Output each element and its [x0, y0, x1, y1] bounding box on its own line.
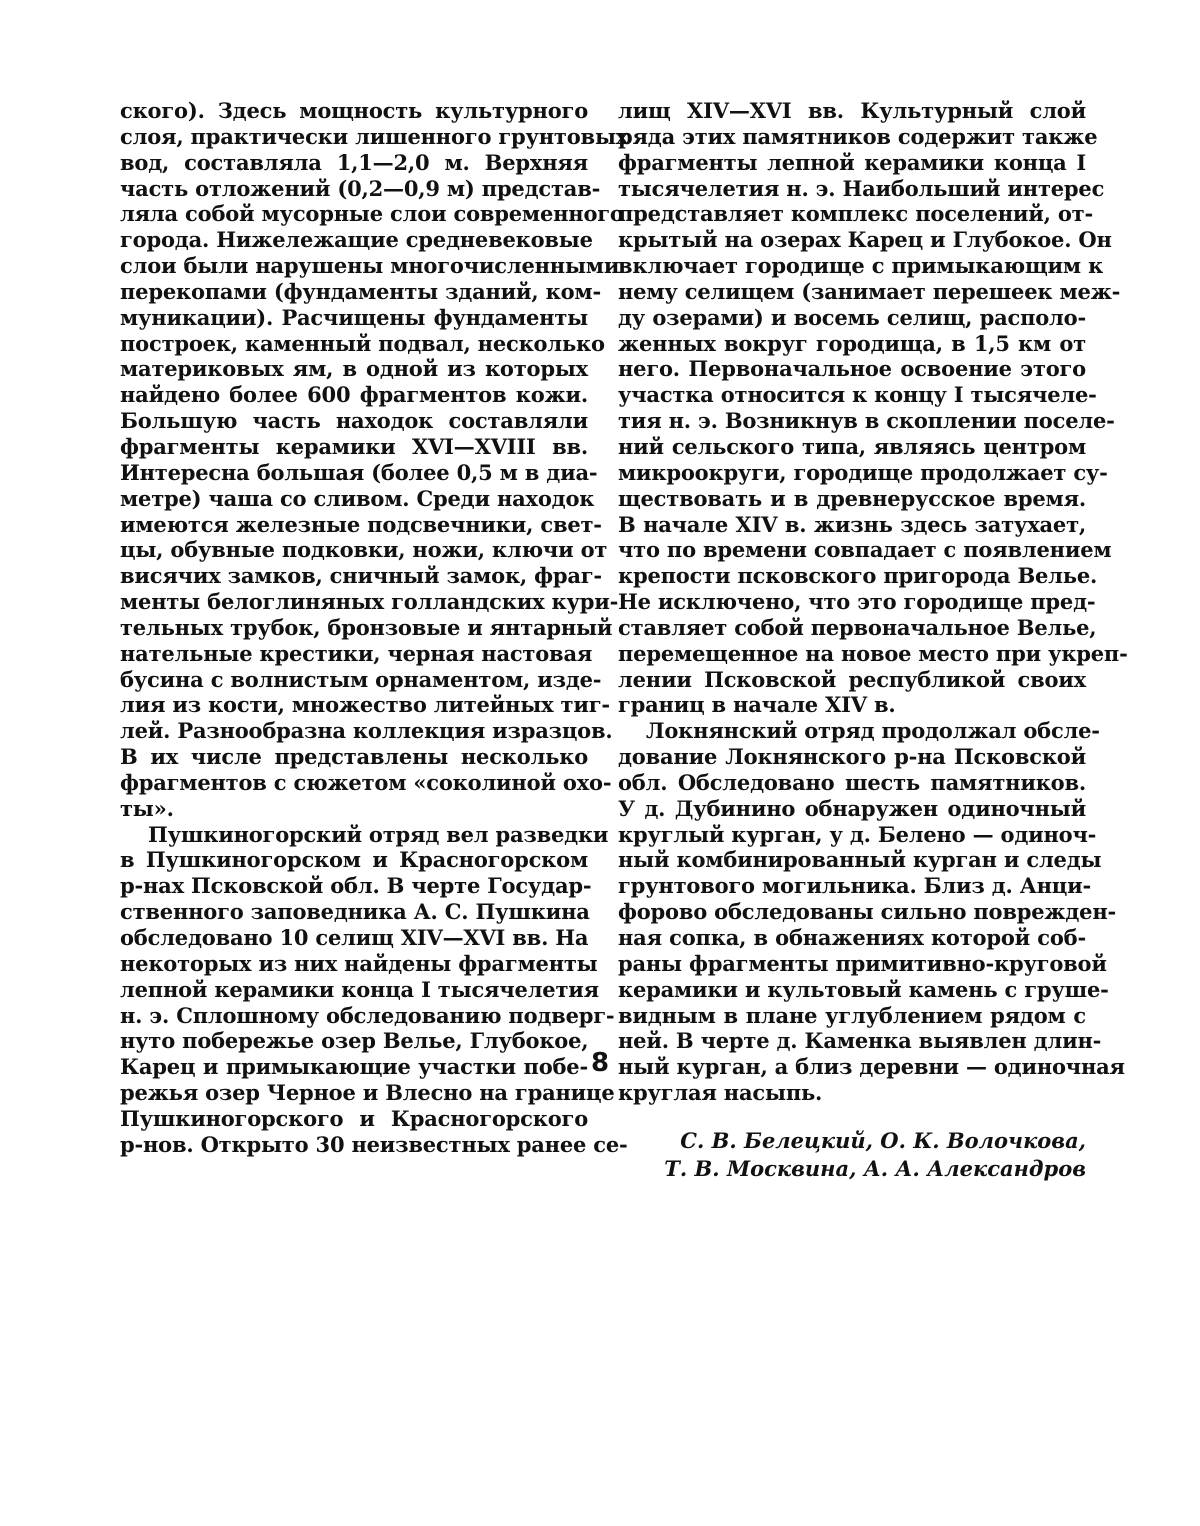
text-line: некоторых из них найдены фрагменты — [120, 950, 598, 976]
text-line: ляла собой мусорные слои современного — [120, 201, 624, 227]
text-line: цы, обувные подковки, ножи, ключи от — [120, 537, 608, 563]
text-line: ду озерами) и восемь селищ, располо- — [618, 304, 1086, 330]
text-line: круглый курган, у д. Белено — одиноч- — [618, 821, 1097, 847]
text-line: Не исключено, что это городище пред- — [618, 589, 1096, 615]
text-line: ставляет собой первоначальное Велье, — [618, 614, 1097, 640]
text-line: р-нов. Открыто 30 неизвестных ранее се- — [120, 1131, 628, 1157]
text-line: бусина с волнистым орнаментом, изде- — [120, 666, 602, 692]
text-line: Пушкиногорский отряд вел разведки — [148, 821, 609, 847]
text-line: Большую часть находок составляли — [120, 408, 588, 434]
text-line: метре) чаша со сливом. Среди находок — [120, 485, 595, 511]
text-line: дование Локнянского р-на Псковской — [618, 744, 1086, 770]
page-number: 8 — [590, 1048, 610, 1078]
text-line: ней. В черте д. Каменка выявлен длин- — [618, 1028, 1102, 1054]
text-line: У д. Дубинино обнаружен одиночный — [618, 795, 1086, 821]
text-line: лепной керамики конца I тысячелетия — [120, 976, 599, 1002]
text-line: ственного заповедника А. С. Пушкина — [120, 899, 590, 925]
text-line: микроокруги, городище продолжает су- — [618, 459, 1108, 485]
text-line: р-нах Псковской обл. В черте Государ- — [120, 873, 592, 899]
text-line: форово обследованы сильно поврежден- — [618, 899, 1117, 925]
text-line: нему селищем (занимает перешеек меж- — [618, 278, 1121, 304]
text-line: ный комбинированный курган и следы — [618, 847, 1102, 873]
text-line: Локнянский отряд продолжал обсле- — [646, 718, 1100, 744]
text-line: крепости псковского пригорода Велье. — [618, 563, 1098, 589]
text-line: имеются железные подсвечники, свет- — [120, 511, 602, 537]
text-line: В их числе представлены несколько — [120, 744, 588, 770]
text-line: Карец и примыкающие участки побе- — [120, 1054, 588, 1080]
text-line: нуто побережье озер Велье, Глубокое, — [120, 1028, 589, 1054]
text-line: ряда этих памятников содержит также — [618, 123, 1098, 149]
text-line: построек, каменный подвал, несколько — [120, 330, 605, 356]
author-line: С. В. Белецкий, О. К. Волочкова, — [680, 1128, 1086, 1153]
text-line: н. э. Сплошному обследованию подверг- — [120, 1002, 615, 1028]
text-line: тельных трубок, бронзовые и янтарный — [120, 614, 613, 640]
text-line: в Пушкиногорском и Красногорском — [120, 847, 588, 873]
text-line: тысячелетия н. э. Наибольший интерес — [618, 175, 1105, 201]
text-column-left — [120, 98, 629, 1158]
text-line: Интересна большая (более 0,5 м в диа- — [120, 459, 598, 485]
text-line: В начале XIV в. жизнь здесь затухает, — [618, 511, 1086, 537]
text-line: висячих замков, сничный замок, фраг- — [120, 563, 602, 589]
text-line: перекопами (фундаменты зданий, ком- — [120, 278, 601, 304]
text-line: режья озер Черное и Влесно на границе — [120, 1080, 615, 1106]
text-line: грунтового могильника. Близ д. Анци- — [618, 873, 1092, 899]
text-line: найдено более 600 фрагментов кожи. — [120, 382, 588, 408]
text-line: города. Нижележащие средневековые — [120, 227, 593, 253]
author-line: Т. В. Москвина, А. А. Александров — [664, 1156, 1086, 1181]
text-line: видным в плане углублением рядом с — [618, 1002, 1086, 1028]
text-line: муникации). Расчищены фундаменты — [120, 304, 588, 330]
text-line: керамики и культовый камень с груше- — [618, 976, 1109, 1002]
text-line: круглая насыпь. — [618, 1080, 823, 1106]
text-line: обл. Обследовано шесть памятников. — [618, 769, 1086, 795]
text-line: раны фрагменты примитивно-круговой — [618, 950, 1107, 976]
author-signature — [618, 1127, 1086, 1183]
text-column-right — [618, 98, 1128, 1106]
text-line: лия из кости, множество литейных тиг- — [120, 692, 610, 718]
text-line: представляет комплекс поселений, от- — [618, 201, 1094, 227]
text-line: ний сельского типа, являясь центром — [618, 433, 1086, 459]
text-line: тия н. э. Возникнув в скоплении поселе- — [618, 408, 1115, 434]
text-line: фрагментов с сюжетом «соколиной охо- — [120, 769, 612, 795]
text-line: обследовано 10 селищ XIV—XVI вв. На — [120, 925, 589, 950]
text-line: материковых ям, в одной из которых — [120, 356, 588, 382]
text-line: ского). Здесь мощность культурного — [120, 98, 588, 123]
text-line: границ в начале XIV в. — [618, 692, 896, 718]
text-line: перемещенное на новое место при укреп- — [618, 640, 1128, 666]
text-line: женных вокруг городища, в 1,5 км от — [618, 330, 1086, 356]
text-line: слои были нарушены многочисленными — [120, 253, 620, 279]
text-line: часть отложений (0,2—0,9 м) представ- — [120, 175, 601, 201]
text-line: нательные крестики, черная настовая — [120, 640, 593, 666]
text-line: менты белоглиняных голландских кури- — [120, 589, 619, 615]
text-line: вод, составляла 1,1—2,0 м. Верхняя — [120, 149, 588, 175]
text-line: ная сопка, в обнажениях которой соб- — [618, 925, 1086, 950]
text-line: ты». — [120, 795, 174, 821]
text-line: лей. Разнообразна коллекция изразцов. — [120, 718, 613, 744]
text-line: лищ XIV—XVI вв. Культурный слой — [618, 98, 1086, 123]
text-line: Пушкиногорского и Красногорского — [120, 1105, 588, 1131]
text-line: участка относится к концу I тысячеле- — [618, 382, 1097, 408]
text-line: фрагменты лепной керамики конца I — [618, 149, 1086, 175]
text-line: ществовать и в древнерусское время. — [618, 485, 1086, 511]
text-line: слоя, практически лишенного грунтовых — [120, 123, 629, 149]
text-line: ный курган, а близ деревни — одиночная — [618, 1054, 1125, 1080]
text-line: включает городище с примыкающим к — [618, 253, 1104, 279]
text-line: лении Псковской республикой своих — [618, 666, 1086, 692]
text-line: что по времени совпадает с появлением — [618, 537, 1112, 563]
text-line: крытый на озерах Карец и Глубокое. Он — [618, 227, 1112, 253]
text-line: него. Первоначальное освоение этого — [618, 356, 1086, 382]
text-line: фрагменты керамики XVI—XVIII вв. — [120, 433, 588, 459]
